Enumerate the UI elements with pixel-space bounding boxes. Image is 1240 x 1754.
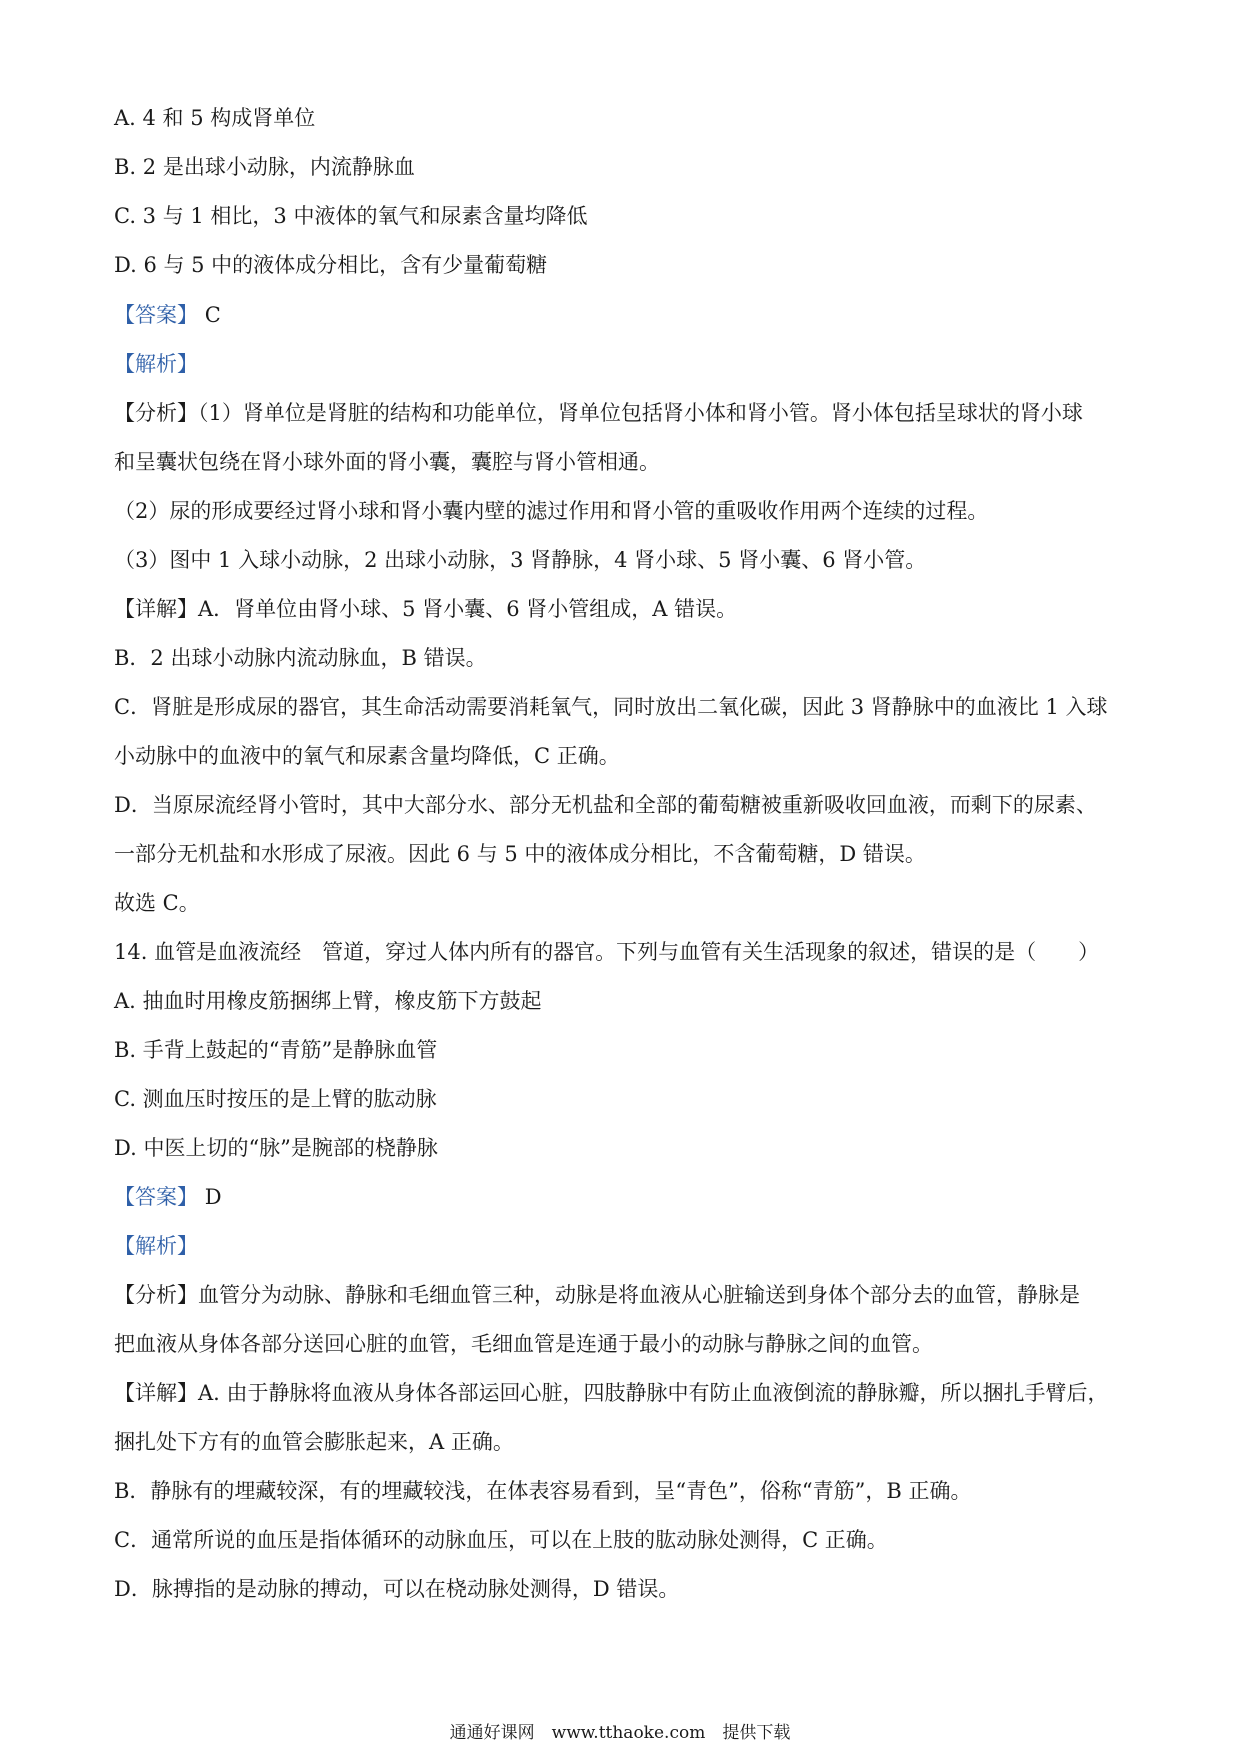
q13-xiangjie-b: B．2 出球小动脉内流动脉血，B 错误。 [114, 646, 487, 670]
q13-analysis-heading [114, 350, 198, 378]
q14-fenxi-tag: 【分析】 [114, 1283, 198, 1307]
q14-option-d: D. 中医上切的“脉”是腕部的桡静脉 [114, 1136, 438, 1160]
page-footer: 通通好课网 www.tthaoke.com 提供下载 [449, 1723, 791, 1743]
q13-fenxi-line-1 [114, 399, 1083, 427]
q13-fenxi-tag: 【分析】 [114, 401, 198, 425]
q13-xiangjie-a [114, 595, 737, 623]
q14-option-b: B. 手背上鼓起的“青筋”是静脉血管 [114, 1038, 438, 1062]
q14-option-c: C. 测血压时按压的是上臂的肱动脉 [114, 1087, 437, 1111]
q13-answer [114, 301, 221, 329]
q14-fenxi-line-2: 把血液从身体各部分送回心脏的血管，毛细血管是连通于最小的动脉与静脉之间的血管。 [114, 1332, 933, 1356]
q13-option-a: A. 4 和 5 构成肾单位 [114, 106, 316, 130]
q14-xiangjie-d: D．脉搏指的是动脉的搏动，可以在桡动脉处测得，D 错误。 [114, 1577, 680, 1601]
q14-option-a: A. 抽血时用橡皮筋捆绑上臂，橡皮筋下方鼓起 [114, 989, 542, 1013]
q14-xiangjie-c: C．通常所说的血压是指体循环的动脉血压，可以在上肢的肱动脉处测得，C 正确。 [114, 1528, 888, 1552]
q14-answer [114, 1183, 222, 1211]
q13-xiangjie-d-2: 一部分无机盐和水形成了尿液。因此 6 与 5 中的液体成分相比，不含葡萄糖，D 错误。 [114, 842, 926, 866]
q13-xiangjie-c-1: C．肾脏是形成尿的器官，其生命活动需要消耗氧气，同时放出二氧化碳，因此 3 肾静脉中的血液比 1 入球 [114, 695, 1108, 719]
q14-fenxi-line-1 [114, 1281, 1080, 1309]
q13-xiangjie-d-1: D．当原尿流经肾小管时，其中大部分水、部分无机盐和全部的葡萄糖被重新吸收回血液，而剩下的尿素、 [114, 793, 1097, 817]
q14-answer-tag: 【答案】 [114, 1185, 198, 1209]
q13-answer-tag: 【答案】 [114, 303, 198, 327]
q13-fenxi-line-3: （2）尿的形成要经过肾小球和肾小囊内壁的滤过作用和肾小管的重吸收作用两个连续的过程。 [114, 499, 989, 523]
q14-xiangjie-a-text: A. 由于静脉将血液从身体各部运回心脏，四肢静脉中有防止血液倒流的静脉瓣，所以捆扎手臂后， [198, 1381, 1109, 1405]
q14-fenxi-text-1: 血管分为动脉、静脉和毛细血管三种，动脉是将血液从心脏输送到身体个部分去的血管，静脉是 [198, 1283, 1080, 1307]
q14-answer-value: D [204, 1185, 222, 1209]
q13-xiangjie-c-2: 小动脉中的血液中的氧气和尿素含量均降低，C 正确。 [114, 744, 620, 768]
q13-fenxi-text-1: （1）肾单位是肾脏的结构和功能单位，肾单位包括肾小体和肾小管。肾小体包括呈球状的肾小球 [198, 401, 1083, 425]
q13-xiangjie-tag: 【详解】 [114, 597, 198, 621]
q13-fenxi-line-2: 和呈囊状包绕在肾小球外面的肾小囊，囊腔与肾小管相通。 [114, 450, 660, 474]
q14-analysis-heading [114, 1232, 198, 1260]
q14-xiangjie-b: B．静脉有的埋藏较深，有的埋藏较浅，在体表容易看到，呈“青色”，俗称“青筋”，B 正确。 [114, 1479, 972, 1503]
q13-analysis-tag: 【解析】 [114, 352, 198, 376]
q13-fenxi-line-4: （3）图中 1 入球小动脉，2 出球小动脉，3 肾静脉，4 肾小球、5 肾小囊、6 肾小管。 [114, 548, 927, 572]
q13-answer-value: C [204, 303, 221, 327]
q14-stem: 14. 血管是血液流经 管道，穿过人体内所有的器官。下列与血管有关生活现象的叙述，错误的是（ ） [114, 940, 1100, 964]
q14-xiangjie-a-2: 捆扎处下方有的血管会膨胀起来，A 正确。 [114, 1430, 514, 1454]
q13-xiangjie-a-text: A．肾单位由肾小球、5 肾小囊、6 肾小管组成，A 错误。 [198, 597, 738, 621]
q14-xiangjie-a-1 [114, 1379, 1109, 1407]
q13-option-c: C. 3 与 1 相比，3 中液体的氧气和尿素含量均降低 [114, 204, 588, 228]
q14-analysis-tag: 【解析】 [114, 1234, 198, 1258]
q13-conclusion: 故选 C。 [114, 891, 200, 915]
q14-xiangjie-tag: 【详解】 [114, 1381, 198, 1405]
q13-option-d: D. 6 与 5 中的液体成分相比，含有少量葡萄糖 [114, 253, 548, 277]
q13-option-b: B. 2 是出球小动脉，内流静脉血 [114, 155, 415, 179]
